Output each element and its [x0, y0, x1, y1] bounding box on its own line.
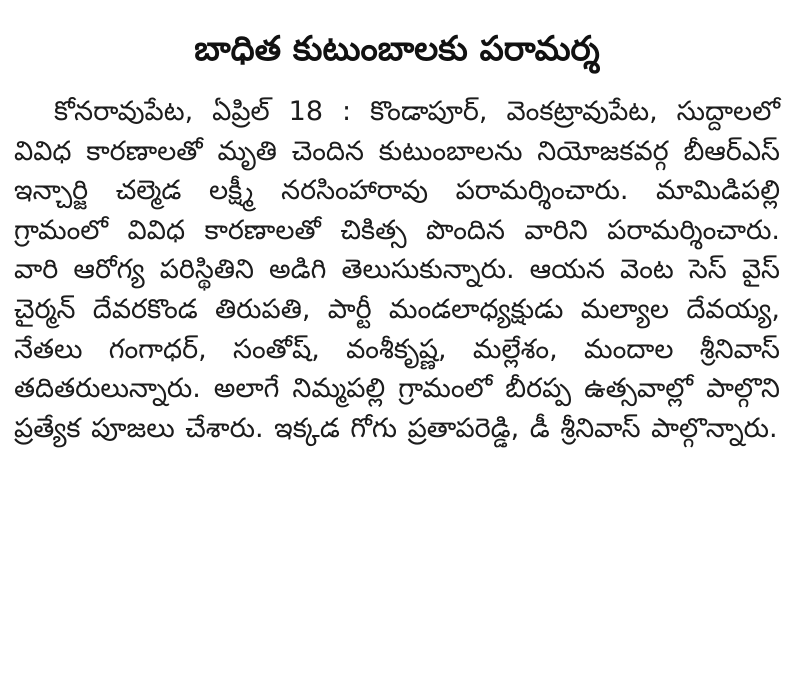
- article-body: కోనరావుపేట, ఏప్రిల్ 18 : కొండాపూర్, వెంకట్రావుపేట, సుద్దాలలో వివిధ కారణాలతో మృతి చెందిన కుటుంబాలను నియోజకవర్గ బీఆర్ఎస్ ఇన్చార్జి చల్మెడ లక్ష్మీ నరసింహారావు పరామర్శించారు. మామిడిపల్లి గ్రామంలో వివిధ కారణాలతో చికిత్స పొందిన వారిని పరామర్శించారు. వారి ఆరోగ్య పరిస్థితిని అడిగి తెలుసుకున్నారు. ఆయన వెంట సెస్ వైస్ చైర్మన్ దేవరకొండ తిరుపతి, పార్టీ మండలాధ్యక్షుడు మల్యాల దేవయ్య, నేతలు గంగాధర్, సంతోష్, వంశీకృష్ణ, మల్లేశం, మందాల శ్రీనివాస్ తదితరులున్నారు. అలాగే నిమ్మపల్లి గ్రామంలో బీరప్ప ఉత్సవాల్లో పాల్గొని ప్రత్యేక పూజలు చేశారు. ఇక్కడ గోగు ప్రతాపరెడ్డి, డీ శ్రీనివాస్ పాల్గొన్నారు.: [14, 96, 780, 444]
- headline: బాధిత కుటుంబాలకు పరామర్శ: [194, 29, 600, 69]
- news-clipping: [14, 14, 780, 672]
